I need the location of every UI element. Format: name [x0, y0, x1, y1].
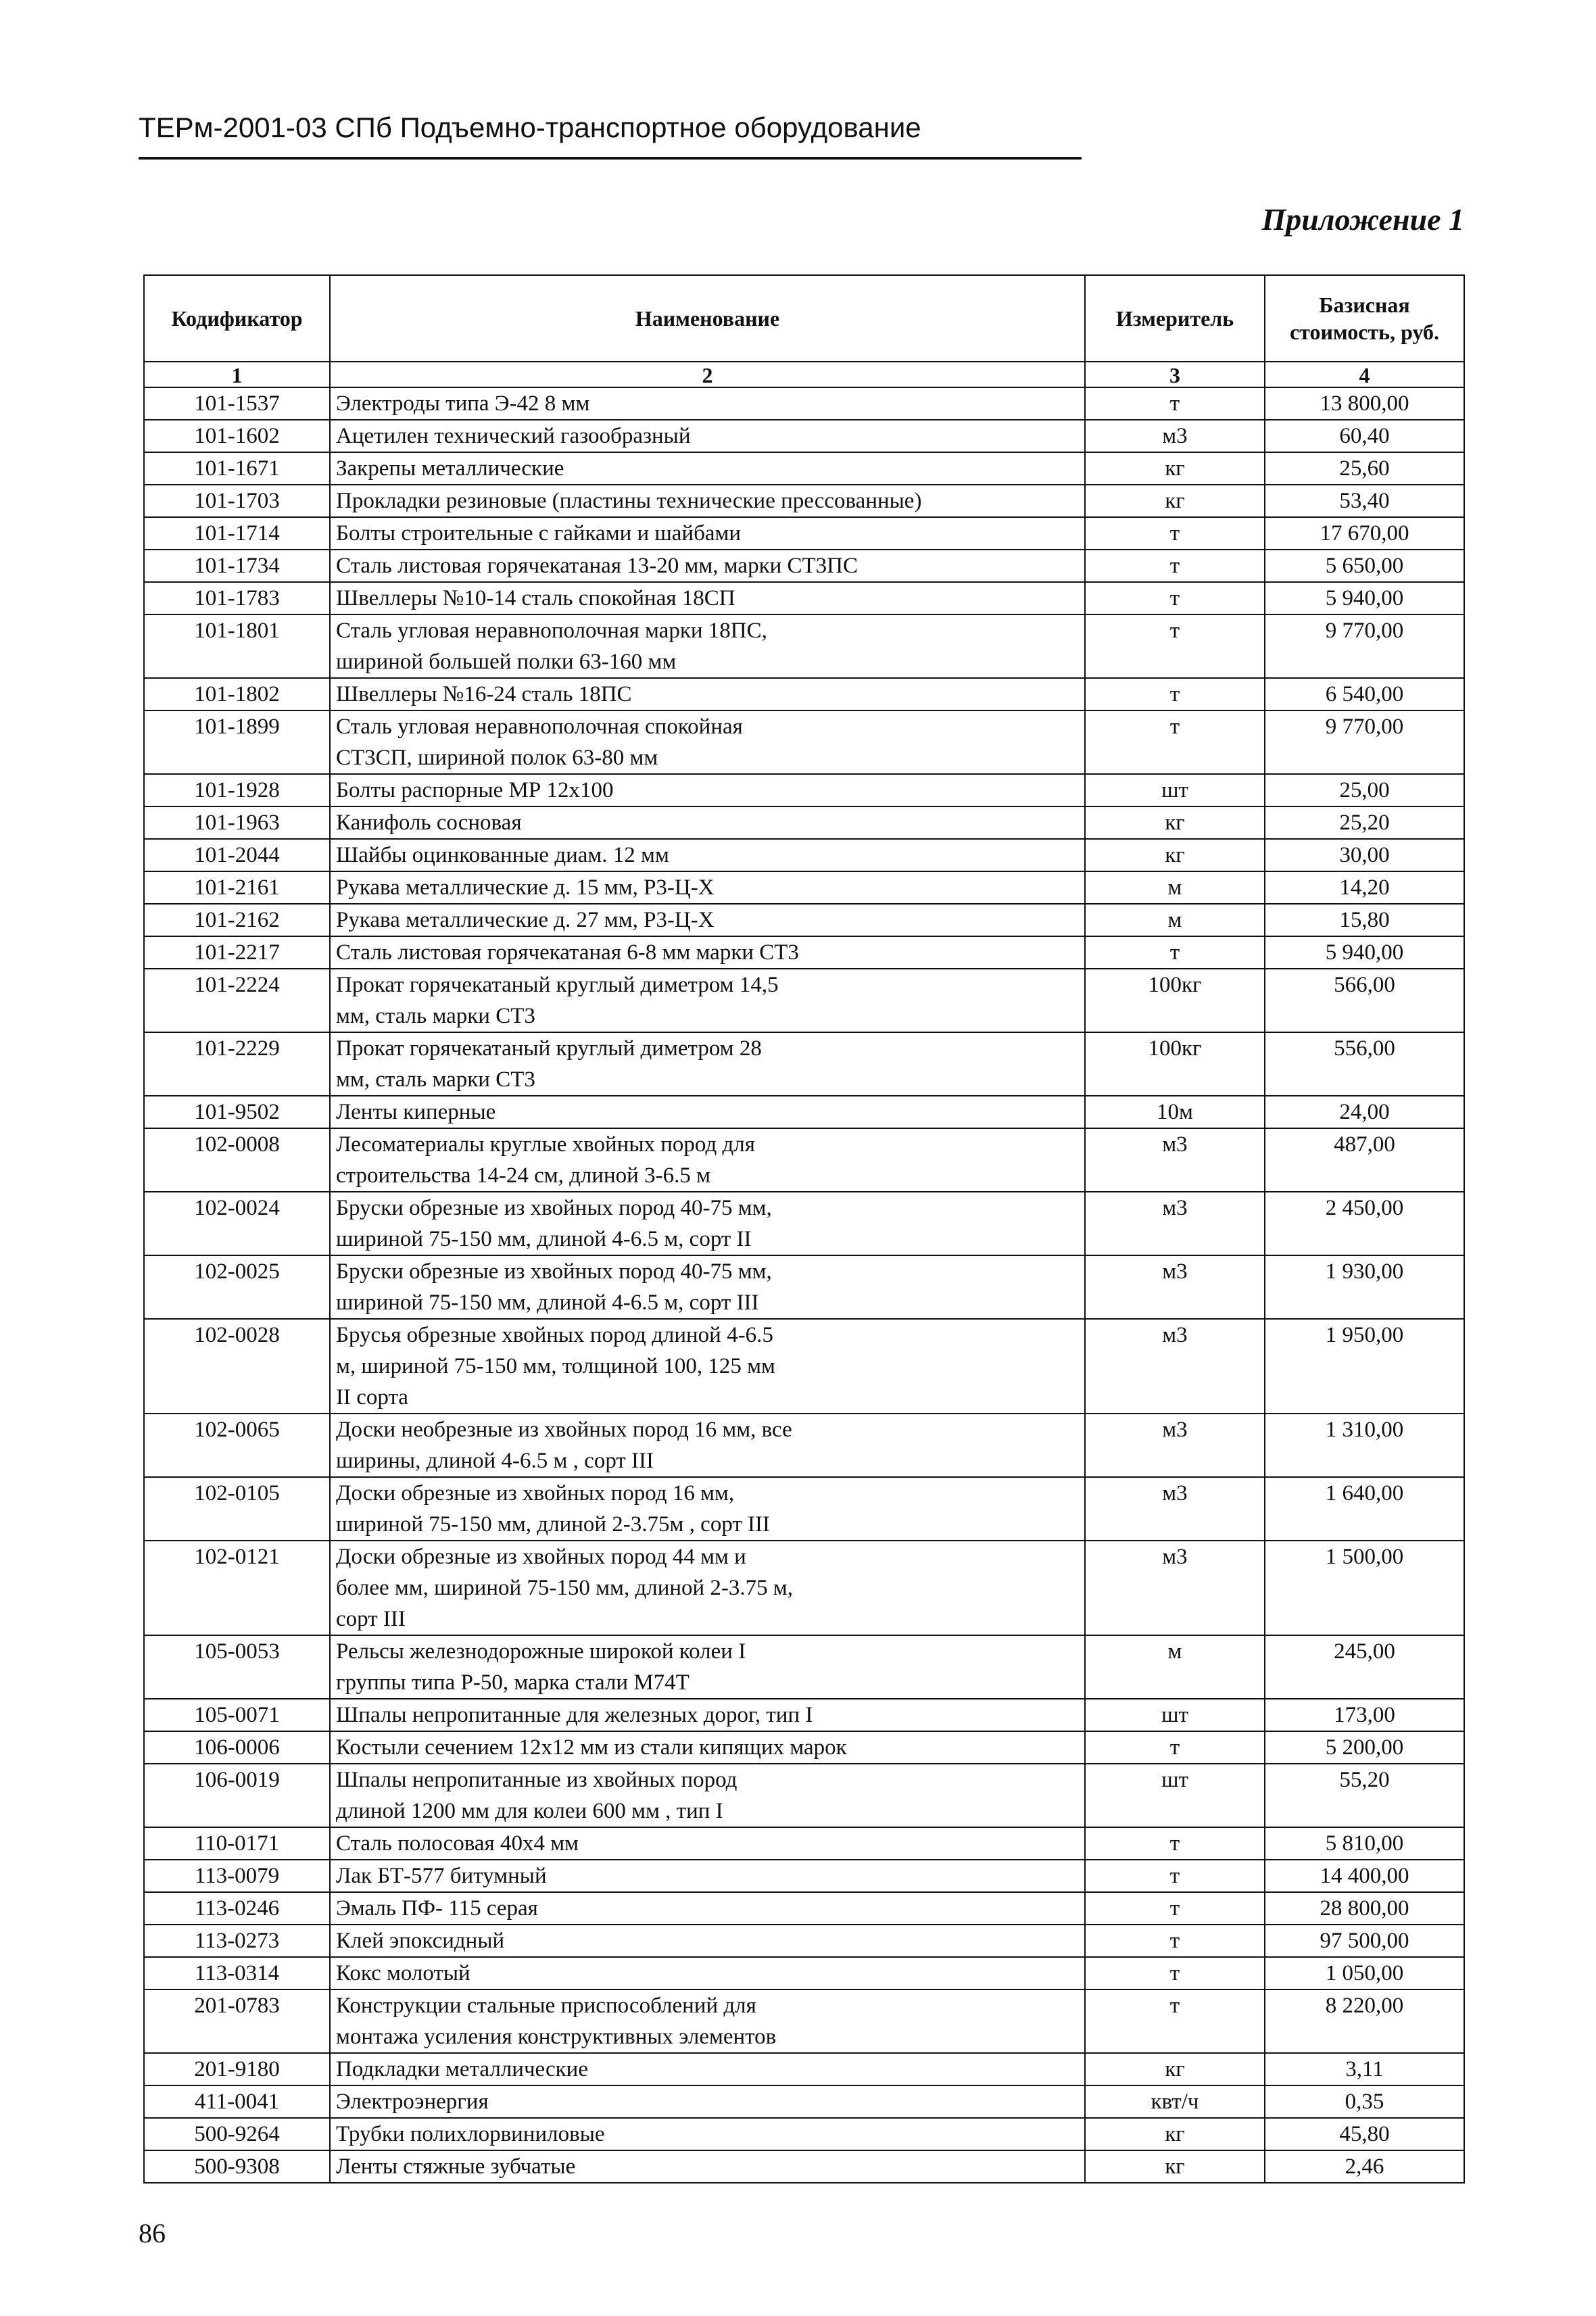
- cell-price: 6 540,00: [1265, 678, 1464, 710]
- cell-unit: кг: [1085, 485, 1265, 517]
- cell-price: 8 220,00: [1265, 1989, 1464, 2053]
- cell-price: 2 450,00: [1265, 1192, 1464, 1255]
- cell-name: Бруски обрезные из хвойных пород 40-75 мм, шириной 75-150 мм, длиной 4-6.5 м, сорт III: [330, 1255, 1085, 1319]
- cell-code: 101-1802: [144, 678, 330, 710]
- table-body: [144, 387, 1464, 2183]
- cell-name: Шпалы непропитанные для железных дорог, тип I: [330, 1699, 1085, 1731]
- cell-name: Брусья обрезные хвойных пород длиной 4-6.5 м, шириной 75-150 мм, толщиной 100, 125 мм II сорта: [330, 1319, 1085, 1414]
- cell-unit: шт: [1085, 774, 1265, 806]
- cell-unit: т: [1085, 614, 1265, 678]
- cell-name: Закрепы металлические: [330, 452, 1085, 485]
- cell-code: 101-1714: [144, 517, 330, 550]
- column-header-name: Наименование: [330, 275, 1085, 362]
- cell-name: Болты распорные МР 12х100: [330, 774, 1085, 806]
- cell-code: 106-0019: [144, 1764, 330, 1827]
- cell-unit: м3: [1085, 1414, 1265, 1477]
- cell-price: 1 050,00: [1265, 1957, 1464, 1989]
- cell-unit: т: [1085, 517, 1265, 550]
- table-row: [144, 517, 1464, 550]
- cell-name: Швеллеры №10-14 сталь спокойная 18СП: [330, 582, 1085, 614]
- cell-unit: м: [1085, 871, 1265, 904]
- cell-price: 97 500,00: [1265, 1925, 1464, 1957]
- cell-code: 201-9180: [144, 2053, 330, 2085]
- cell-code: 101-1703: [144, 485, 330, 517]
- table-row: [144, 710, 1464, 774]
- appendix-label: Приложение 1: [1261, 202, 1464, 237]
- cell-code: 101-1928: [144, 774, 330, 806]
- cell-code: 101-1899: [144, 710, 330, 774]
- table-row: [144, 774, 1464, 806]
- cell-price: 1 310,00: [1265, 1414, 1464, 1477]
- cell-price: 173,00: [1265, 1699, 1464, 1731]
- cell-unit: м: [1085, 1635, 1265, 1699]
- cell-unit: шт: [1085, 1764, 1265, 1827]
- cell-unit: м3: [1085, 420, 1265, 452]
- cell-code: 105-0071: [144, 1699, 330, 1731]
- cell-unit: м: [1085, 904, 1265, 936]
- table-row: [144, 1255, 1464, 1319]
- cell-unit: т: [1085, 1925, 1265, 1957]
- cell-code: 101-1783: [144, 582, 330, 614]
- table-row: [144, 1096, 1464, 1128]
- cell-price: 487,00: [1265, 1128, 1464, 1192]
- cell-price: 53,40: [1265, 485, 1464, 517]
- cell-code: 101-1671: [144, 452, 330, 485]
- cell-unit: м3: [1085, 1541, 1265, 1635]
- cell-name: Лесоматериалы круглые хвойных пород для строительства 14-24 см, длиной 3-6.5 м: [330, 1128, 1085, 1192]
- table-row: [144, 1892, 1464, 1925]
- cell-name: Сталь полосовая 40х4 мм: [330, 1827, 1085, 1860]
- table-row: [144, 1414, 1464, 1477]
- cell-code: 113-0314: [144, 1957, 330, 1989]
- cell-price: 30,00: [1265, 839, 1464, 871]
- cell-price: 60,40: [1265, 420, 1464, 452]
- cell-unit: м3: [1085, 1192, 1265, 1255]
- cell-code: 102-0121: [144, 1541, 330, 1635]
- table-row: [144, 1860, 1464, 1892]
- column-header-unit: Измеритель: [1085, 275, 1265, 362]
- cell-name: Шпалы непропитанные из хвойных пород длиной 1200 мм для колеи 600 мм , тип I: [330, 1764, 1085, 1827]
- cell-price: 14 400,00: [1265, 1860, 1464, 1892]
- cell-code: 113-0246: [144, 1892, 330, 1925]
- table-row: [144, 1032, 1464, 1096]
- cell-code: 102-0065: [144, 1414, 330, 1477]
- table-row: [144, 936, 1464, 969]
- cell-price: 1 950,00: [1265, 1319, 1464, 1414]
- cell-code: 101-2217: [144, 936, 330, 969]
- cell-unit: т: [1085, 1860, 1265, 1892]
- cell-code: 110-0171: [144, 1827, 330, 1860]
- cell-name: Бруски обрезные из хвойных пород 40-75 мм, шириной 75-150 мм, длиной 4-6.5 м, сорт II: [330, 1192, 1085, 1255]
- cell-price: 24,00: [1265, 1096, 1464, 1128]
- table-row: [144, 806, 1464, 839]
- cell-price: 5 650,00: [1265, 550, 1464, 582]
- cell-unit: т: [1085, 1957, 1265, 1989]
- cell-code: 113-0079: [144, 1860, 330, 1892]
- cell-price: 15,80: [1265, 904, 1464, 936]
- table-row: [144, 1925, 1464, 1957]
- cell-price: 2,46: [1265, 2150, 1464, 2183]
- cell-unit: м3: [1085, 1128, 1265, 1192]
- column-number-row: [144, 362, 1464, 387]
- cell-code: 411-0041: [144, 2085, 330, 2118]
- table-row: [144, 1731, 1464, 1764]
- table-row: [144, 485, 1464, 517]
- table-row: [144, 452, 1464, 485]
- cell-name: Сталь угловая неравнополочная спокойная СТ3СП, шириной полок 63-80 мм: [330, 710, 1085, 774]
- cell-unit: квт/ч: [1085, 2085, 1265, 2118]
- cell-unit: т: [1085, 936, 1265, 969]
- cell-name: Рукава металлические д. 27 мм, Р3-Ц-Х: [330, 904, 1085, 936]
- cell-price: 1 930,00: [1265, 1255, 1464, 1319]
- cell-name: Доски обрезные из хвойных пород 44 мм и более мм, шириной 75-150 мм, длиной 2-3.75 м, сорт III: [330, 1541, 1085, 1635]
- cell-unit: т: [1085, 1892, 1265, 1925]
- table-row: [144, 420, 1464, 452]
- cell-price: 25,60: [1265, 452, 1464, 485]
- cell-name: Прокат горячекатаный круглый диметром 14,5 мм, сталь марки СТ3: [330, 969, 1085, 1032]
- cell-name: Конструкции стальные приспособлений для монтажа усиления конструктивных элементов: [330, 1989, 1085, 2053]
- cell-unit: т: [1085, 387, 1265, 420]
- cell-unit: т: [1085, 550, 1265, 582]
- column-number-3: 3: [1085, 362, 1265, 387]
- cell-price: 25,00: [1265, 774, 1464, 806]
- table-row: [144, 1699, 1464, 1731]
- table-header: [144, 275, 1464, 387]
- cell-price: 14,20: [1265, 871, 1464, 904]
- cell-name: Эмаль ПФ- 115 серая: [330, 1892, 1085, 1925]
- cell-code: 101-2229: [144, 1032, 330, 1096]
- cell-name: Рукава металлические д. 15 мм, Р3-Ц-Х: [330, 871, 1085, 904]
- cell-unit: т: [1085, 678, 1265, 710]
- table-row: [144, 904, 1464, 936]
- cell-price: 5 940,00: [1265, 582, 1464, 614]
- cell-name: Шайбы оцинкованные диам. 12 мм: [330, 839, 1085, 871]
- cell-price: 1 500,00: [1265, 1541, 1464, 1635]
- cell-code: 101-1963: [144, 806, 330, 839]
- table-row: [144, 614, 1464, 678]
- cell-code: 101-2044: [144, 839, 330, 871]
- cell-unit: 100кг: [1085, 969, 1265, 1032]
- cell-unit: м3: [1085, 1255, 1265, 1319]
- cell-name: Болты строительные с гайками и шайбами: [330, 517, 1085, 550]
- table-row: [144, 2118, 1464, 2150]
- cell-code: 101-9502: [144, 1096, 330, 1128]
- cell-code: 113-0273: [144, 1925, 330, 1957]
- cell-unit: т: [1085, 1989, 1265, 2053]
- column-number-2: 2: [330, 362, 1085, 387]
- cell-price: 17 670,00: [1265, 517, 1464, 550]
- cell-code: 101-2224: [144, 969, 330, 1032]
- cell-code: 101-1801: [144, 614, 330, 678]
- cell-name: Костыли сечением 12х12 мм из стали кипящих марок: [330, 1731, 1085, 1764]
- table-row: [144, 550, 1464, 582]
- table-row: [144, 678, 1464, 710]
- cell-code: 102-0028: [144, 1319, 330, 1414]
- table-row: [144, 387, 1464, 420]
- cell-code: 102-0024: [144, 1192, 330, 1255]
- cell-name: Сталь листовая горячекатаная 6-8 мм марки СТ3: [330, 936, 1085, 969]
- cell-price: 25,20: [1265, 806, 1464, 839]
- cell-price: 0,35: [1265, 2085, 1464, 2118]
- cell-price: 9 770,00: [1265, 710, 1464, 774]
- table-row: [144, 839, 1464, 871]
- column-number-4: 4: [1265, 362, 1464, 387]
- column-header-code: Кодификатор: [144, 275, 330, 362]
- table-row: [144, 2150, 1464, 2183]
- cell-price: 5 810,00: [1265, 1827, 1464, 1860]
- table-row: [144, 2085, 1464, 2118]
- cell-name: Прокладки резиновые (пластины технические прессованные): [330, 485, 1085, 517]
- cell-unit: кг: [1085, 839, 1265, 871]
- cell-name: Лак БТ-577 битумный: [330, 1860, 1085, 1892]
- cell-price: 28 800,00: [1265, 1892, 1464, 1925]
- cell-code: 101-1537: [144, 387, 330, 420]
- column-header-price: Базисная стоимость, руб.: [1265, 275, 1464, 362]
- header-divider: [139, 157, 1082, 160]
- cell-price: 55,20: [1265, 1764, 1464, 1827]
- cell-price: 13 800,00: [1265, 387, 1464, 420]
- table-row: [144, 1957, 1464, 1989]
- cell-price: 566,00: [1265, 969, 1464, 1032]
- cell-name: Сталь угловая неравнополочная марки 18ПС, шириной большей полки 63-160 мм: [330, 614, 1085, 678]
- cell-name: Прокат горячекатаный круглый диметром 28 мм, сталь марки СТ3: [330, 1032, 1085, 1096]
- table-row: [144, 871, 1464, 904]
- cell-unit: кг: [1085, 452, 1265, 485]
- cell-unit: м3: [1085, 1319, 1265, 1414]
- cell-code: 101-2162: [144, 904, 330, 936]
- cell-code: 102-0008: [144, 1128, 330, 1192]
- price-table: [143, 274, 1465, 2184]
- cell-unit: шт: [1085, 1699, 1265, 1731]
- table-row: [144, 1128, 1464, 1192]
- cell-name: Ленты киперные: [330, 1096, 1085, 1128]
- cell-code: 101-1734: [144, 550, 330, 582]
- cell-unit: кг: [1085, 806, 1265, 839]
- cell-name: Швеллеры №16-24 сталь 18ПС: [330, 678, 1085, 710]
- table-row: [144, 1635, 1464, 1699]
- cell-price: 9 770,00: [1265, 614, 1464, 678]
- column-number-1: 1: [144, 362, 330, 387]
- cell-name: Клей эпоксидный: [330, 1925, 1085, 1957]
- cell-name: Ацетилен технический газообразный: [330, 420, 1085, 452]
- header-row: [144, 275, 1464, 362]
- cell-name: Электроэнергия: [330, 2085, 1085, 2118]
- cell-code: 500-9264: [144, 2118, 330, 2150]
- cell-unit: т: [1085, 1827, 1265, 1860]
- table-row: [144, 1319, 1464, 1414]
- cell-unit: 10м: [1085, 1096, 1265, 1128]
- cell-price: 45,80: [1265, 2118, 1464, 2150]
- cell-code: 500-9308: [144, 2150, 330, 2183]
- cell-code: 106-0006: [144, 1731, 330, 1764]
- cell-name: Доски обрезные из хвойных пород 16 мм, шириной 75-150 мм, длиной 2-3.75м , сорт III: [330, 1477, 1085, 1541]
- cell-unit: м3: [1085, 1477, 1265, 1541]
- cell-name: Электроды типа Э-42 8 мм: [330, 387, 1085, 420]
- cell-name: Трубки полихлорвиниловые: [330, 2118, 1085, 2150]
- cell-unit: кг: [1085, 2118, 1265, 2150]
- cell-price: 5 200,00: [1265, 1731, 1464, 1764]
- cell-code: 101-1602: [144, 420, 330, 452]
- table-row: [144, 582, 1464, 614]
- cell-code: 102-0105: [144, 1477, 330, 1541]
- cell-price: 3,11: [1265, 2053, 1464, 2085]
- document-header-title: ТЕРм-2001-03 СПб Подъемно-транспортное оборудование: [139, 112, 921, 143]
- cell-unit: т: [1085, 1731, 1265, 1764]
- cell-name: Ленты стяжные зубчатые: [330, 2150, 1085, 2183]
- table-row: [144, 969, 1464, 1032]
- cell-name: Кокс молотый: [330, 1957, 1085, 1989]
- cell-unit: т: [1085, 710, 1265, 774]
- cell-unit: кг: [1085, 2053, 1265, 2085]
- table-row: [144, 1192, 1464, 1255]
- cell-code: 201-0783: [144, 1989, 330, 2053]
- cell-name: Канифоль сосновая: [330, 806, 1085, 839]
- cell-unit: 100кг: [1085, 1032, 1265, 1096]
- cell-name: Доски необрезные из хвойных пород 16 мм, все ширины, длиной 4-6.5 м , сорт III: [330, 1414, 1085, 1477]
- table-row: [144, 1477, 1464, 1541]
- page-number: 86: [139, 2218, 166, 2248]
- cell-unit: кг: [1085, 2150, 1265, 2183]
- cell-name: Рельсы железнодорожные широкой колеи I группы типа Р-50, марка стали М74Т: [330, 1635, 1085, 1699]
- table-row: [144, 1989, 1464, 2053]
- table-row: [144, 1827, 1464, 1860]
- cell-price: 5 940,00: [1265, 936, 1464, 969]
- cell-price: 1 640,00: [1265, 1477, 1464, 1541]
- cell-name: Подкладки металлические: [330, 2053, 1085, 2085]
- cell-unit: т: [1085, 582, 1265, 614]
- cell-price: 245,00: [1265, 1635, 1464, 1699]
- cell-code: 105-0053: [144, 1635, 330, 1699]
- table-row: [144, 1764, 1464, 1827]
- table-row: [144, 2053, 1464, 2085]
- cell-code: 101-2161: [144, 871, 330, 904]
- cell-code: 102-0025: [144, 1255, 330, 1319]
- table-row: [144, 1541, 1464, 1635]
- cell-price: 556,00: [1265, 1032, 1464, 1096]
- cell-name: Сталь листовая горячекатаная 13-20 мм, марки СТ3ПС: [330, 550, 1085, 582]
